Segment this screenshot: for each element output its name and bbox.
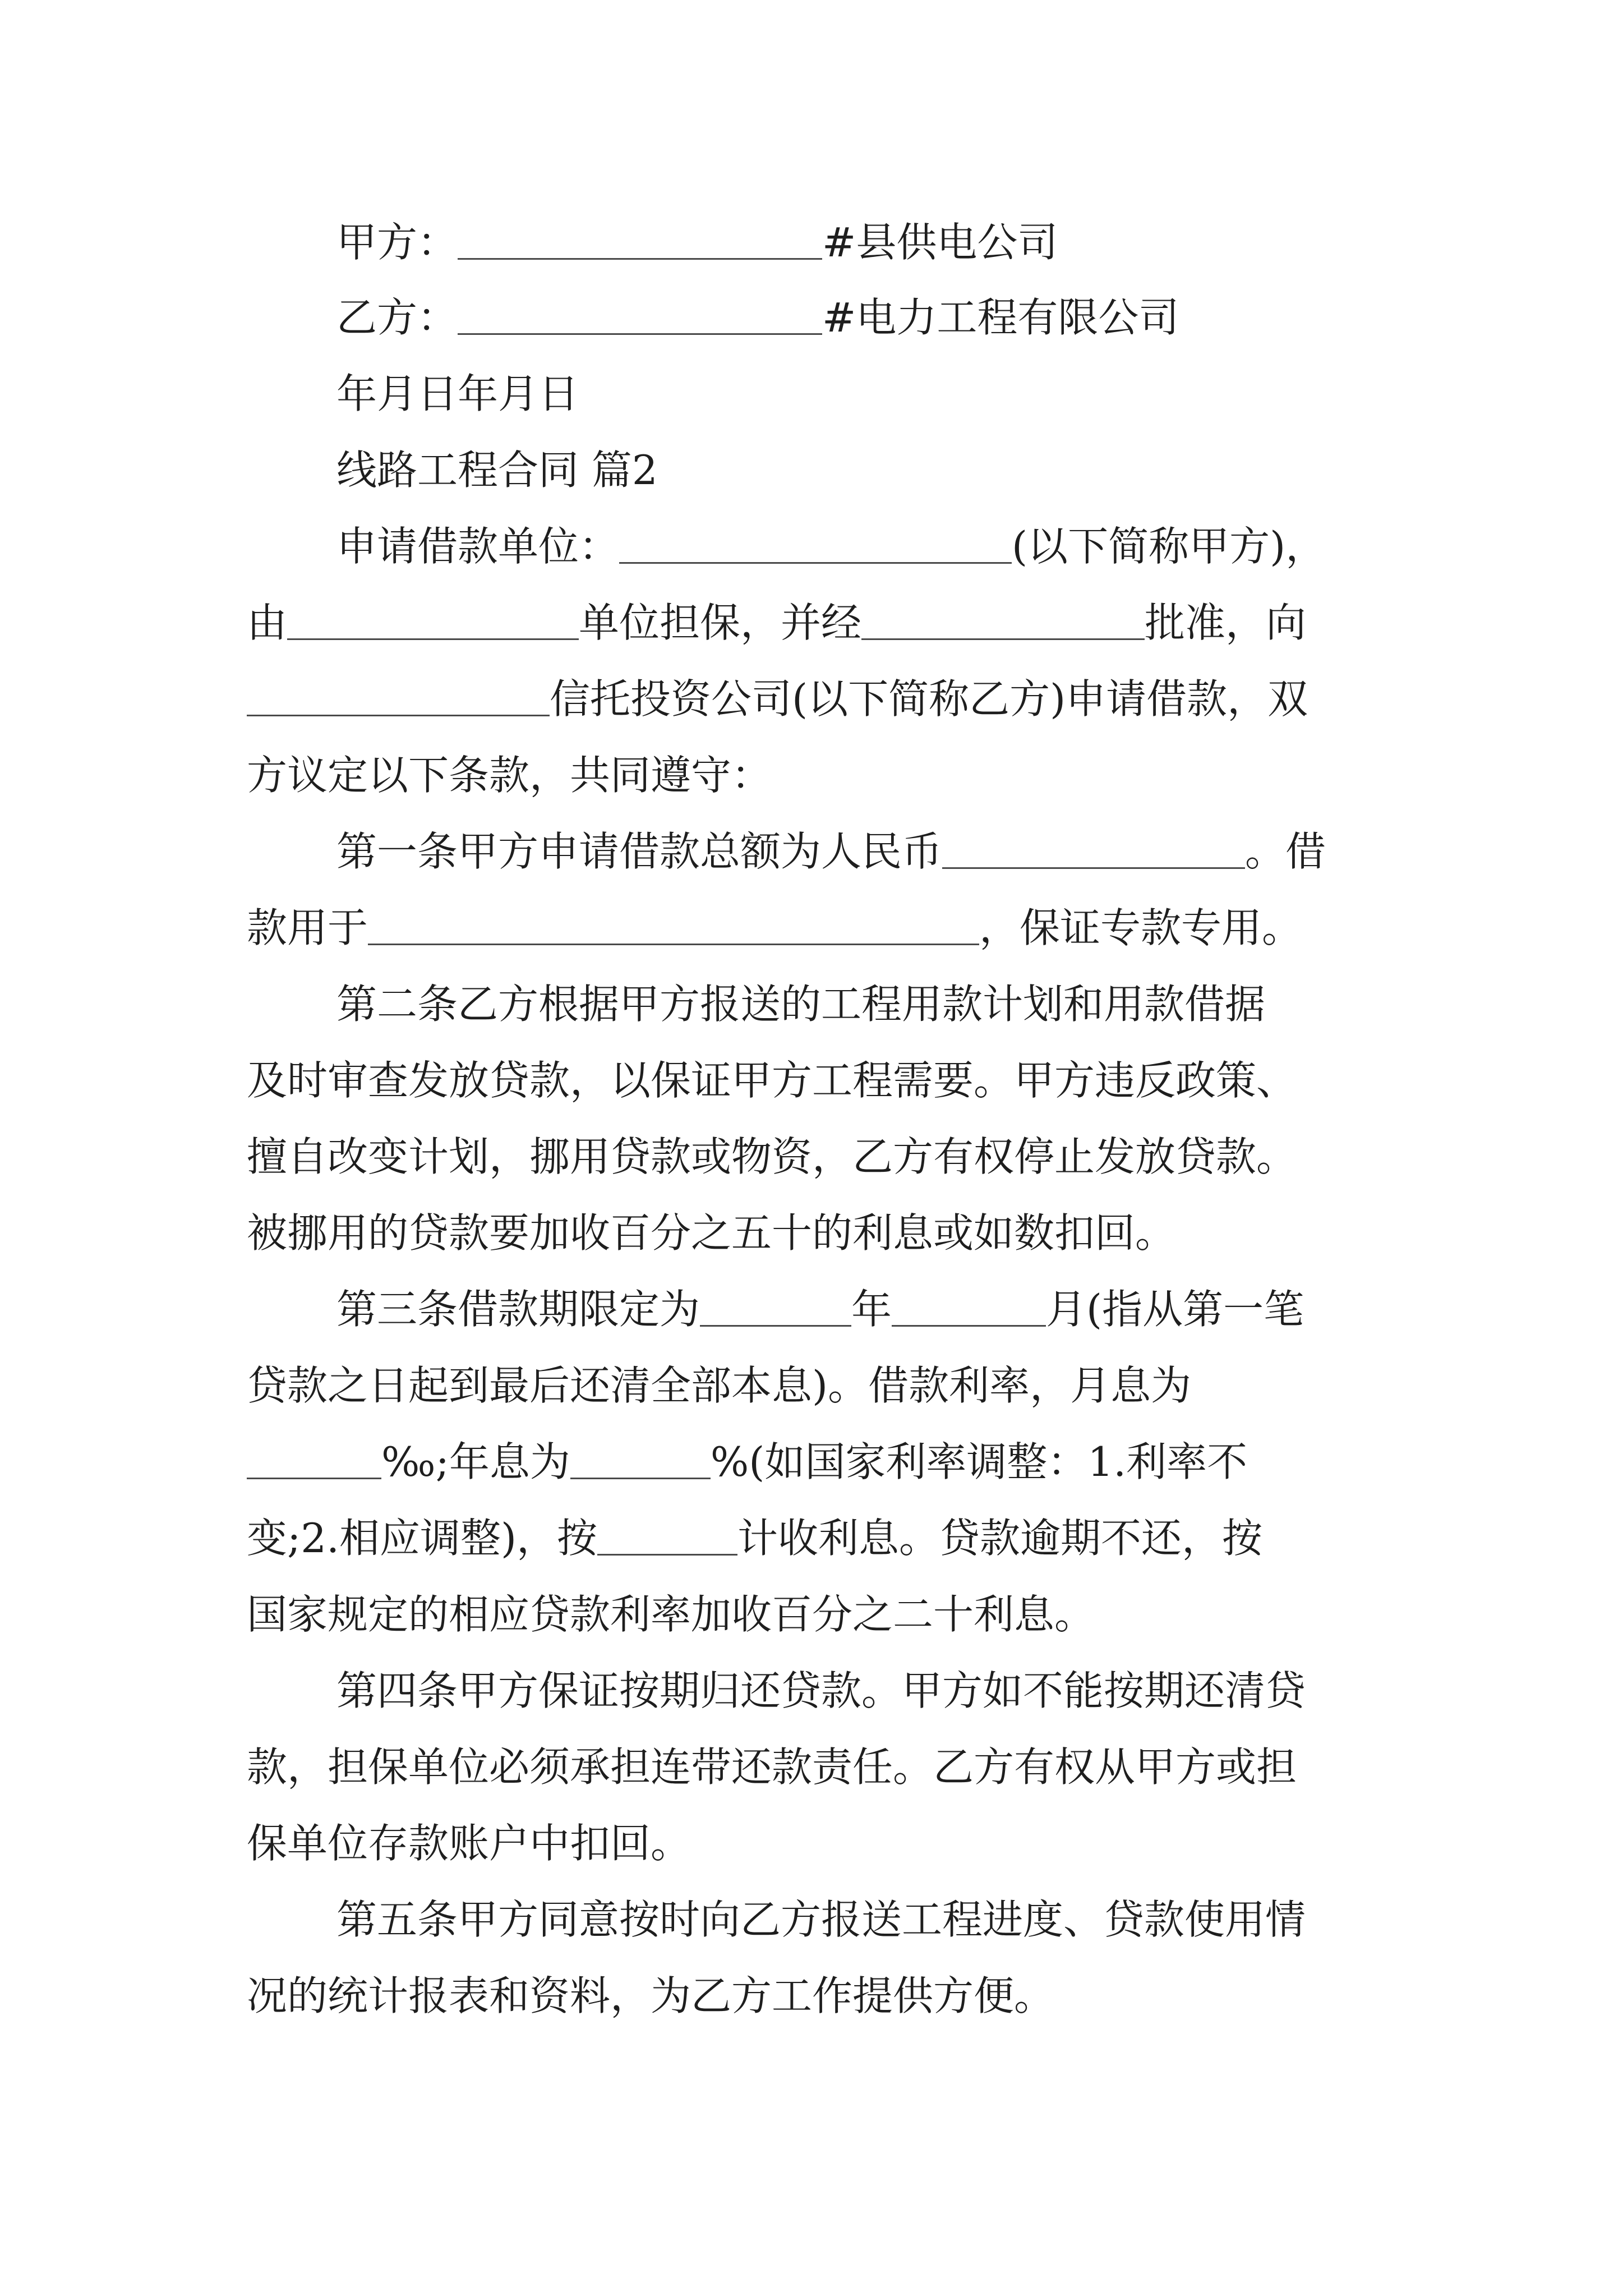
approver-blank [861, 599, 1145, 640]
paragraph-line [336, 518, 1481, 574]
paragraph-line [247, 1586, 1391, 1642]
paragraph-line [247, 1815, 1391, 1871]
years-blank [700, 1286, 851, 1327]
text: 及时审查发放贷款，以保证甲方工程需要。甲方违反政策、 [247, 1057, 1297, 1104]
paragraph-line [247, 1434, 1391, 1490]
text: 申请借款单位： [336, 523, 620, 570]
party-a-name: #县供电公司 [822, 219, 1058, 266]
text: 第五条甲方同意按时向乙方报送工程进度、贷款使用情 [336, 1896, 1306, 1943]
party-b-label: 乙方： [336, 294, 458, 341]
text: (以下简称甲方)， [1012, 523, 1326, 570]
text: 擅自改变计划，挪用贷款或物资，乙方有权停止发放贷款。 [247, 1133, 1297, 1180]
text: 。借 [1245, 828, 1326, 875]
amount-blank [942, 828, 1245, 869]
section-title-text: 线路工程合同 篇2 [336, 447, 658, 494]
party-a-label: 甲方： [336, 219, 458, 266]
text: 况的统计报表和资料，为乙方工作提供方便。 [247, 1972, 1055, 2019]
party-b-name: #电力工程有限公司 [822, 294, 1179, 341]
party-a-line [336, 214, 1481, 270]
paragraph-line [247, 1358, 1391, 1414]
guarantor-blank [287, 599, 579, 640]
text: ，保证专款专用。 [979, 904, 1303, 951]
text: 第二条乙方根据甲方报送的工程用款计划和用款借据 [336, 981, 1266, 1028]
paragraph-line [247, 1510, 1391, 1566]
text: 第四条甲方保证按期归还贷款。甲方如不能按期还清贷 [336, 1667, 1306, 1714]
text: 月(指从第一笔 [1046, 1286, 1304, 1333]
trust-company-blank [247, 675, 550, 716]
paragraph-line [247, 1052, 1391, 1108]
text: 贷款之日起到最后还清全部本息)。借款利率，月息为 [247, 1362, 1192, 1409]
text: 国家规定的相应贷款利率加收百分之二十利息。 [247, 1591, 1095, 1638]
paragraph-line [247, 1968, 1391, 2024]
text: 年 [851, 1286, 892, 1333]
text: 第三条借款期限定为 [336, 1286, 700, 1333]
text: %(如国家利率调整：1.利率不 [710, 1438, 1248, 1485]
text: ‰;年息为 [381, 1438, 570, 1485]
interest-basis-blank [597, 1515, 737, 1556]
date-line [336, 366, 1481, 422]
date-text: 年月日年月日 [336, 370, 579, 417]
annual-rate-blank [570, 1438, 711, 1479]
text: 批准，向 [1145, 599, 1307, 646]
paragraph-line [336, 1281, 1481, 1337]
text: 方议定以下条款，共同遵守： [247, 752, 772, 799]
party-b-blank [458, 294, 822, 335]
monthly-rate-blank [247, 1438, 381, 1479]
text: 信托投资公司(以下简称乙方)申请借款，双 [550, 675, 1308, 723]
paragraph-line [247, 1739, 1391, 1795]
paragraph-line [247, 671, 1391, 727]
text: 款用于 [247, 904, 368, 951]
paragraph-line [336, 823, 1481, 880]
paragraph-line [336, 1892, 1481, 1948]
text: 单位担保，并经 [579, 599, 862, 646]
party-a-blank [458, 219, 822, 260]
section-title [336, 442, 1481, 498]
paragraph-line [247, 747, 1391, 803]
paragraph-line [336, 1663, 1481, 1719]
party-b-line [336, 289, 1481, 346]
months-blank [892, 1286, 1046, 1327]
text: 款，担保单位必须承担连带还款责任。乙方有权从甲方或担 [247, 1743, 1297, 1791]
paragraph-line [247, 595, 1391, 651]
purpose-blank [368, 904, 979, 945]
borrower-blank [619, 523, 1012, 564]
text: 计收利息。贷款逾期不还，按 [737, 1515, 1263, 1562]
paragraph-line [336, 976, 1481, 1032]
text: 由 [247, 599, 288, 646]
text: 被挪用的贷款要加收百分之五十的利息或如数扣回。 [247, 1209, 1176, 1257]
paragraph-line [247, 900, 1391, 956]
paragraph-line [247, 1129, 1391, 1185]
paragraph-line [247, 1205, 1391, 1261]
text: 第一条甲方申请借款总额为人民币 [336, 828, 943, 875]
text: 保单位存款账户中扣回。 [247, 1820, 691, 1867]
text: 变;2.相应调整)，按 [247, 1515, 598, 1562]
